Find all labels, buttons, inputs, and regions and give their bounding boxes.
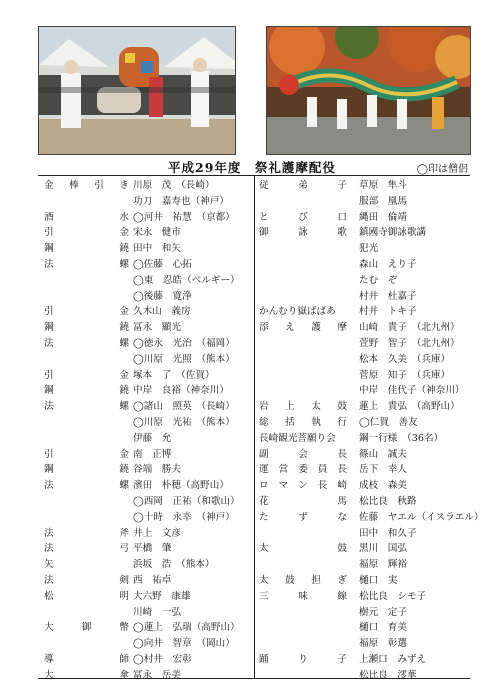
person-name: 川崎 一弘 (133, 606, 181, 618)
roster-row (255, 273, 470, 289)
roster-row (38, 352, 254, 368)
person-name: 篠山 誠夫 (359, 448, 407, 460)
roster-row (38, 241, 254, 257)
roster-row (38, 620, 254, 636)
person-name: 草原 隼斗 (359, 180, 407, 191)
role-label: 法螺 (44, 401, 129, 413)
role-label: 法剣 (44, 574, 129, 586)
person-name: 功刀 嘉寿也（神戸） (133, 195, 229, 207)
person-name: 蓮上 貴弘 （高野山） (359, 401, 460, 413)
person-name: ◯佐藤 心拓 (133, 258, 192, 270)
role-label: 総 括 執 行 (259, 416, 347, 428)
role-label: 太 鼓 担 ぎ (259, 574, 347, 586)
role-label: 踊 り 子 (259, 653, 347, 665)
person-name: 萱野 智子 （北九州） (359, 337, 460, 349)
roster-row (38, 178, 254, 194)
roster-row (255, 668, 470, 684)
person-name: 中岸 佳代子（神奈川） (359, 385, 465, 397)
roster-row (255, 210, 470, 226)
person-name: 川原 茂 （長崎） (133, 180, 215, 191)
roster-row (255, 510, 484, 526)
person-name: 樋口 育美 (359, 622, 407, 634)
roster-row (255, 620, 470, 636)
person-name: 福原 輝裕 (359, 559, 407, 571)
person-name: 大六野 康雄 (133, 590, 191, 602)
person-name: 冨永 顯光 (133, 322, 181, 334)
roster-row (38, 478, 254, 494)
roster-row (255, 289, 470, 305)
festival-procession-photo (38, 26, 236, 155)
person-name: 谷端 勝夫 (133, 464, 181, 476)
roster-row (38, 336, 254, 352)
roster-row (255, 320, 470, 336)
person-name: 黒川 国弘 (359, 543, 407, 555)
role-label: 長崎観光菩願り会 (259, 432, 336, 444)
roster-table (38, 175, 484, 681)
role-label: 鋼鐃 (44, 243, 129, 255)
person-name: 服部 凰馬 (359, 195, 407, 207)
roster-row (38, 668, 254, 684)
roster-row (255, 225, 470, 241)
person-name: 南 正博 (133, 448, 172, 460)
monk-legend: ◯印は僧侶 (416, 164, 468, 175)
role-label: 三 味 線 (259, 590, 347, 602)
role-label: 従 弟 子 (259, 180, 347, 191)
role-label: 鋼鐃 (44, 464, 129, 476)
role-label: 鋼鐃 (44, 385, 129, 397)
person-name: 田中 和矢 (133, 243, 181, 255)
role-label: 鋼鐃 (44, 322, 129, 334)
title-row (38, 158, 470, 174)
left-column (38, 178, 254, 684)
roster-row (255, 589, 470, 605)
person-name: 上瀬口 みずえ (359, 653, 427, 665)
person-name: ◯向井 智章 （岡山） (133, 638, 235, 650)
roster-row (255, 636, 470, 652)
roster-row (255, 399, 470, 415)
document-title: 平成29年度 祭礼護摩配役 (168, 160, 336, 175)
roster-row (255, 383, 470, 399)
roster-row (255, 605, 470, 621)
role-label: 法螺 (44, 480, 129, 492)
person-name: 濱田 朴穂（高野山） (133, 480, 229, 492)
person-name: 犯光 (359, 243, 379, 255)
roster-row (255, 257, 470, 273)
person-name: 塚本 了 （佐賀） (133, 369, 215, 381)
person-name: ◯仁賀 善友 (359, 416, 418, 428)
person-name: 鋼一行様 （36名） (359, 432, 444, 444)
roster-row (255, 352, 470, 368)
person-name: 村井 トキ子 (359, 306, 417, 318)
person-name: 縄田 倫靖 (359, 211, 407, 223)
roster-row (255, 652, 470, 668)
roster-row (38, 652, 254, 668)
roster-row (255, 573, 470, 589)
role-label: 金 棒 引 き (44, 180, 129, 191)
roster-row (255, 241, 470, 257)
role-label: 花 馬 (259, 495, 347, 507)
role-label: 添 え 護 摩 (259, 322, 347, 334)
roster-row (38, 447, 254, 463)
roster-row (38, 431, 254, 447)
role-label: 副 会 長 (259, 448, 347, 460)
roster-row (38, 320, 254, 336)
person-name: 松比良 シモ子 (359, 590, 427, 602)
roster-row (38, 194, 254, 210)
roster-row (255, 494, 470, 510)
person-name: 樹元 定子 (359, 606, 407, 618)
roster-row (38, 399, 254, 415)
person-name: 成枝 森美 (359, 480, 407, 492)
roster-row (38, 289, 254, 305)
roster-row (38, 304, 254, 320)
role-label: 矢 (44, 559, 54, 571)
person-name: ◯村井 宏彰 (133, 653, 192, 665)
person-name: 伊藤 允 (133, 432, 172, 444)
roster-row (255, 541, 470, 557)
right-column (255, 178, 484, 684)
roster-row (255, 368, 470, 384)
role-label: と び 口 (259, 211, 347, 223)
roster-row (255, 178, 470, 194)
roster-row (255, 478, 470, 494)
roster-row (38, 210, 254, 226)
role-label: 引金 (44, 448, 129, 460)
roster-row (38, 557, 254, 573)
roster-row (38, 415, 254, 431)
role-label: 引金 (44, 227, 129, 239)
roster-row (255, 304, 470, 320)
roster-row (38, 526, 254, 542)
role-label: 引金 (44, 369, 129, 381)
person-name: 村井 杜嘉子 (359, 290, 417, 302)
roster-row (38, 541, 254, 557)
roster-row (255, 336, 470, 352)
roster-row (255, 415, 470, 431)
person-name: ◯蓮上 弘瑞（高野山） (133, 622, 240, 634)
person-name: 山崎 貴子 （北九州） (359, 322, 460, 334)
person-name: 樋口 実 (359, 574, 398, 586)
roster-row (38, 573, 254, 589)
role-label: 法斧 (44, 527, 129, 539)
roster-row (255, 194, 470, 210)
role-label: 御 詠 歌 (259, 227, 347, 239)
role-label: 酒水 (44, 211, 129, 223)
person-name: たむ ぞ (359, 274, 398, 286)
person-name: ◯川原 光照 （熊本） (133, 353, 235, 365)
person-name: 鎮國寺御詠歌講 (359, 227, 427, 239)
dragon-dance-photo (266, 26, 471, 155)
role-label: ロマン長崎 (259, 480, 347, 492)
roster-row (38, 273, 254, 289)
role-label: 大傘 (44, 669, 129, 681)
roster-row (255, 557, 470, 573)
role-label: 松明 (44, 590, 129, 602)
role-label: 法弓 (44, 543, 129, 555)
role-label: かんむり嶽ばばあ (259, 306, 336, 318)
person-name: 田中 和久子 (359, 527, 417, 539)
person-name: 西 祐卓 (133, 574, 172, 586)
roster-row (38, 257, 254, 273)
person-name: 井上 文彦 (133, 527, 181, 539)
role-label: 法螺 (44, 258, 129, 270)
person-name: ◯諸山 照英 （長崎） (133, 401, 235, 413)
roster-row (38, 225, 254, 241)
roster-row (255, 447, 470, 463)
roster-row (255, 526, 470, 542)
role-label: 岩 上 太 鼓 (259, 401, 347, 413)
person-name: 岳下 幸人 (359, 464, 407, 476)
role-label: 導師 (44, 653, 129, 665)
roster-row (38, 383, 254, 399)
roster-row (38, 605, 254, 621)
person-name: 平橋 肇 (133, 543, 172, 555)
person-name: 松本 久美 （兵庫） (359, 353, 451, 365)
person-name: 松比良 澪華 (359, 669, 417, 681)
person-name: 久木山 義房 (133, 306, 191, 318)
person-name: 冨永 岳美 (133, 669, 181, 681)
role-label: 引金 (44, 306, 129, 318)
roster-row (38, 462, 254, 478)
person-name: 宋永 健市 (133, 227, 181, 239)
person-name: 浜坂 浩 （熊本） (133, 559, 215, 571)
role-label: 太 鼓 (259, 543, 347, 555)
person-name: ◯十時 永幸 （神戸） (133, 511, 235, 523)
person-name: ◯東 忍皓（ベルギー） (133, 274, 240, 286)
roster-row (38, 510, 254, 526)
roster-row (38, 636, 254, 652)
roster-row (255, 431, 470, 447)
person-name: ◯西岡 正祐（和歌山） (133, 495, 240, 507)
person-name: 中岸 良裕（神奈川） (133, 385, 229, 397)
roster-row (255, 462, 470, 478)
role-label: 法螺 (44, 337, 129, 349)
person-name: ◯徳永 光治 （福岡） (133, 337, 235, 349)
person-name: 佐藤 ヤエル（イスラエル） (359, 511, 484, 523)
person-name: 福原 彰選 (359, 638, 407, 650)
person-name: ◯後藤 寛浄 (133, 290, 192, 302)
person-name: ◯河井 祐慧 （京都） (133, 211, 235, 223)
roster-row (38, 368, 254, 384)
person-name: ◯川原 光祐 （熊本） (133, 416, 235, 428)
roster-row (38, 589, 254, 605)
person-name: 松比良 秋路 (359, 495, 417, 507)
person-name: 森山 えり子 (359, 258, 417, 270)
role-label: 運営委員長 (259, 464, 347, 476)
person-name: 菅原 知子 （兵庫） (359, 369, 451, 381)
role-label: 大 御 幣 (44, 622, 129, 634)
role-label: た ず な (259, 511, 347, 523)
roster-row (38, 494, 254, 510)
